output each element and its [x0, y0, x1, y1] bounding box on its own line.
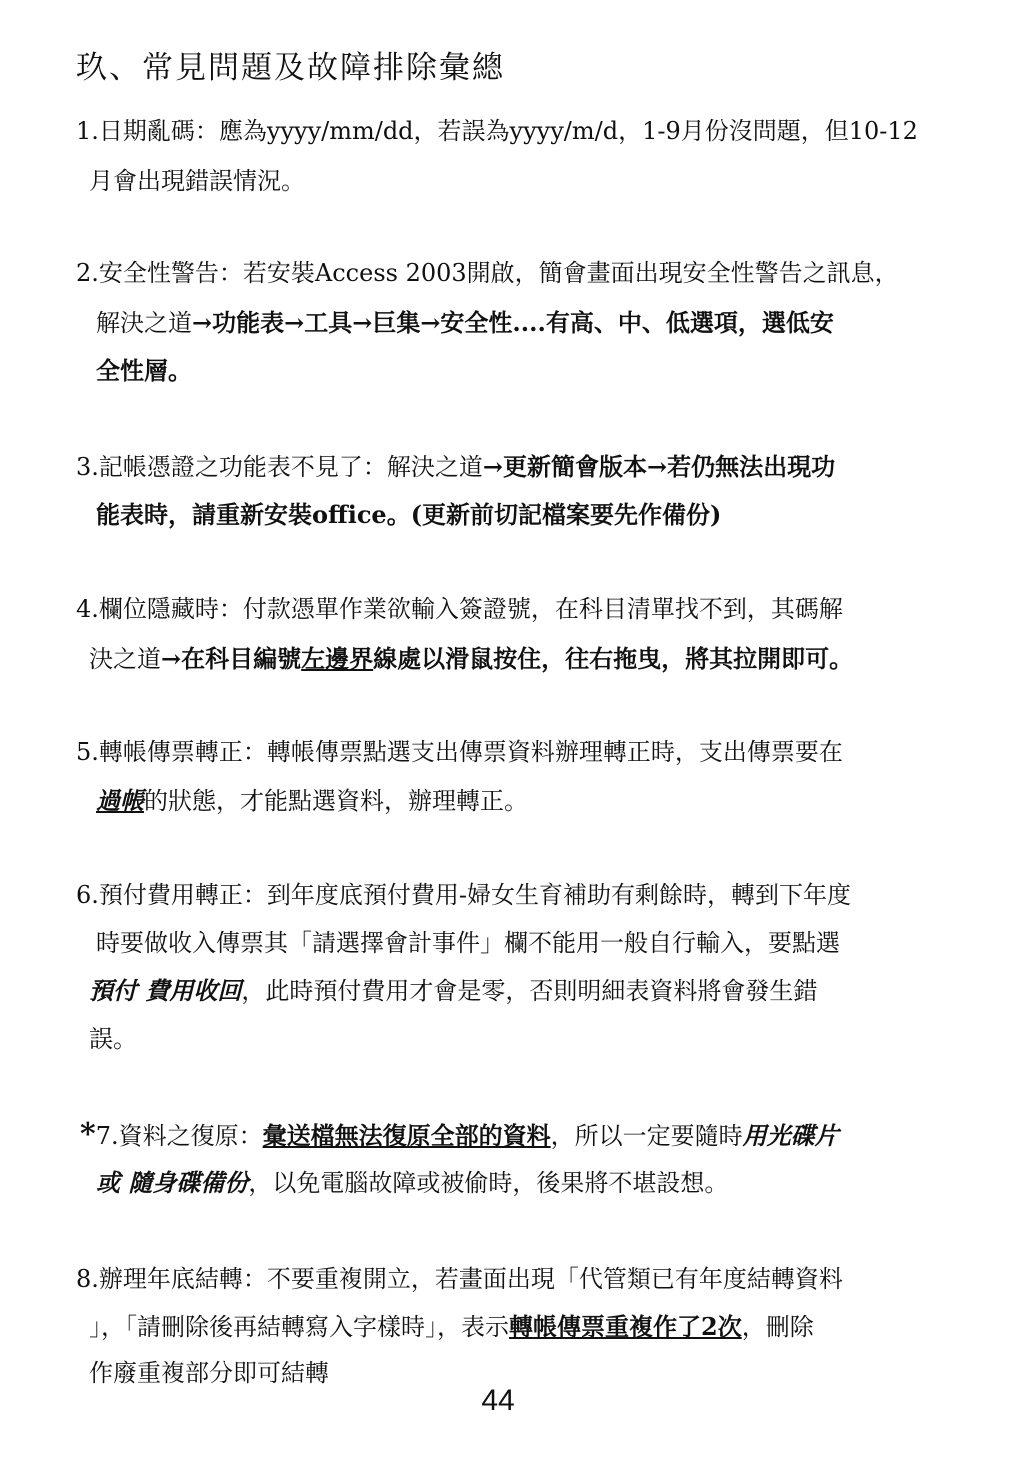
item-8-line-2: [89, 1310, 814, 1344]
item-2-line-2-prefix: 解決之道: [96, 309, 192, 337]
item-3-line-1-prefix: 3.記帳憑證之功能表不見了：解決之道: [76, 453, 483, 481]
item-8-line-2-rest: ，刪除: [741, 1313, 814, 1341]
item-8-line-2-prefix: 」，「請刪除後再結轉寫入字樣時」，表示: [89, 1313, 509, 1341]
item-2-line-1: 2.安全性警告：若安裝Access 2003開啟，簡會畫面出現安全性警告之訊息，: [76, 259, 899, 287]
item-5-line-2: [96, 784, 528, 818]
item-4-solution-b: 線處以滑鼠按住，往右拖曳，將其拉開即可。: [373, 644, 854, 673]
item-2-line-3: 全性層。: [96, 356, 192, 385]
item-7-line-2: [96, 1166, 728, 1200]
item-5-emphasis: 過帳: [96, 786, 144, 815]
item-4-solution-a: →在科目編號: [161, 644, 302, 673]
page-title: 玖、常見問題及故障排除彙總: [76, 50, 505, 86]
item-2-line-2: [96, 306, 834, 340]
item-3-solution: →更新簡會版本→若仍無法出現功: [482, 452, 836, 481]
item-4-line-1: 4.欄位隱藏時：付款憑單作業欲輸入簽證號，在科目清單找不到，其碼解: [76, 595, 843, 623]
item-8-line-3: 作廢重複部分即可結轉: [89, 1359, 329, 1387]
item-3-line-1: [76, 450, 835, 484]
item-7-emphasis-b: 或 隨身碟備份: [96, 1168, 249, 1197]
item-1-line-1: 1.日期亂碼：應為yyyy/mm/dd，若誤為yyyy/m/d，1-9月份沒問題，但10-12: [76, 117, 918, 145]
item-7-line-1-mid: ，所以一定要隨時: [550, 1122, 743, 1150]
item-7-emphasis-a: 用光碟片: [742, 1121, 839, 1150]
star-marker: *: [80, 1117, 96, 1152]
item-5-line-1: 5.轉帳傳票轉正：轉帳傳票點選支出傳票資料辦理轉正時，支出傳票要在: [76, 738, 843, 766]
item-7-line-1: [80, 1118, 839, 1153]
item-6-line-1: 6.預付費用轉正：到年度底預付費用-婦女生育補助有剩餘時，轉到下年度: [76, 881, 852, 909]
item-5-line-2-rest: 的狀態，才能點選資料，辦理轉正。: [144, 787, 528, 815]
item-7-warning: 彙送檔無法復原全部的資料: [262, 1121, 551, 1150]
item-6-line-4: 誤。: [89, 1025, 137, 1053]
item-4-line-2: [89, 642, 853, 676]
item-6-line-2: 時要做收入傳票其「請選擇會計事件」欄不能用一般自行輸入，要點選: [96, 929, 840, 957]
item-6-line-3-rest: ，此時預付費用才會是零，否則明細表資料將會發生錯: [241, 977, 818, 1005]
page-number: 44: [481, 1384, 515, 1417]
item-3-line-2: 能表時，請重新安裝office。(更新前切記檔案要先作備份): [96, 500, 722, 529]
item-4-left-border: 左邊界: [301, 644, 374, 673]
item-7-line-2-rest: ，以免電腦故障或被偷時，後果將不堪設想。: [248, 1169, 729, 1197]
item-1-line-2: 月會出現錯誤情況。: [89, 167, 305, 195]
item-2-solution-path: →功能表→工具→巨集→安全性....有高、中、低選項，選低安: [192, 308, 834, 337]
item-8-line-1: 8.辦理年底結轉：不要重複開立，若畫面出現「代管類已有年度結轉資料: [76, 1265, 843, 1293]
item-6-emphasis: 預付 費用收回: [89, 976, 242, 1005]
item-7-line-1-prefix: 7.資料之復原：: [95, 1122, 263, 1150]
item-6-line-3: [89, 974, 817, 1008]
item-4-line-2-prefix: 決之道: [89, 645, 161, 673]
item-8-warning: 轉帳傳票重複作了2次: [509, 1312, 742, 1341]
